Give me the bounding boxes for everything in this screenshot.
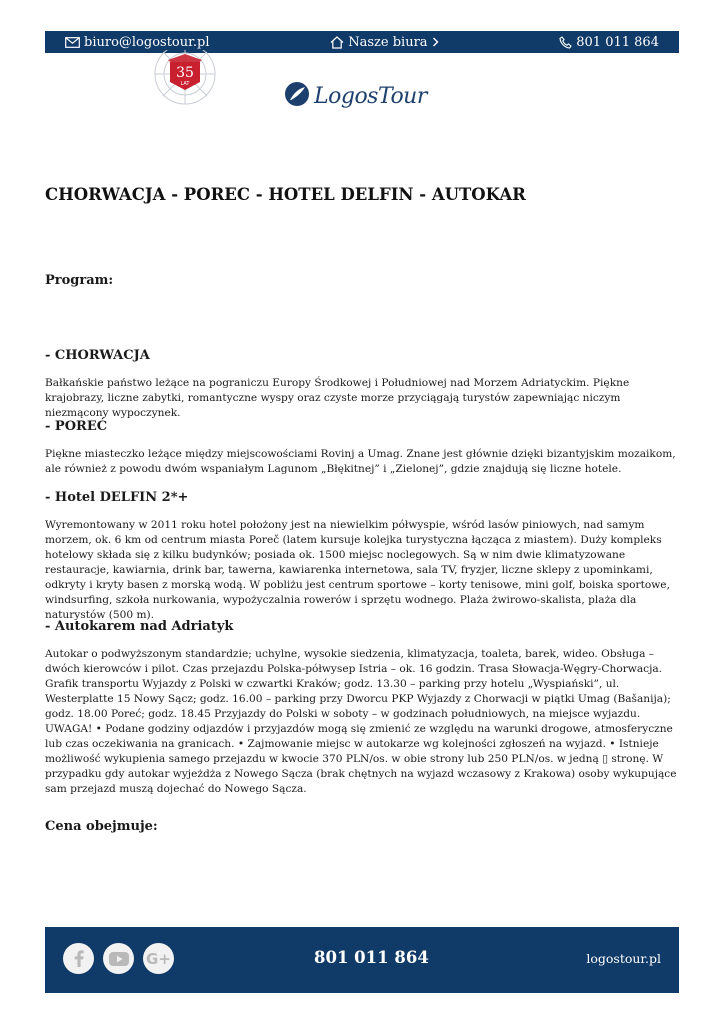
- top-contact-bar: [45, 31, 679, 53]
- social-links: [63, 943, 174, 974]
- feather-logo-icon: [284, 81, 310, 111]
- price-includes-heading: Cena obejmuje:: [45, 819, 158, 834]
- logo-text: LogosTour: [314, 83, 427, 109]
- envelope-icon: [65, 37, 80, 48]
- phone-icon: [559, 36, 572, 49]
- section-heading-chorwacja: - CHORWACJA: [45, 348, 150, 363]
- email-text: biuro@logostour.pl: [84, 34, 210, 50]
- anniversary-badge: [146, 50, 224, 116]
- section-heading-hotel: - Hotel DELFIN 2*+: [45, 490, 189, 505]
- footer-website-link[interactable]: logostour.pl: [586, 951, 661, 966]
- section-text-autokar: Autokar o podwyższonym standardzie; uchylne, wysokie siedzenia, klimatyzacja, toaleta, barek, wideo. Obsługa – dwóch kierowców i pilot. Czas przejazdu Polska-półwysep Istria – ok. 16 godzin. Trasa Słowacja-Węgry-Chorwacja. Grafik transportu Wyjazdy z Polski w czwartki Kraków; godz. 13.30 – parking przy hotelu „Wyspiański”, ul. Westerplatte 15 Nowy Sącz; godz. 16.00 – parking przy Dworcu PKP Wyjazdy z Chorwacji w piątki Umag (Bašanija); godz. 18.00 Poreć; godz. 18.45 Przyjazdy do Polski w soboty – w godzinach południowych, na miejsce wyjazdu. UWAGA! • Podane godziny odjazdów i przyjazdów mogą się zmienić ze względu na warunki drogowe, atmosferyczne lub czas oczekiwania na granicach. • Zajmowanie miejsc w autokarze wg kolejności zgłoszeń na wyjazd. • Istnieje możliwość wykupienia samego przejazdu w kwocie 370 PLN/os. w obie strony lub 250 PLN/os. w jedną ▯ stronę. W przypadku gdy autokar wyjeżdża z Nowego Sącza (brak chętnych na wyjazd wczasowy z Krakowa) osoby wykupujące sam przejazd muszą dojechać do Nowego Sącza.: [45, 648, 677, 795]
- logostour-logo[interactable]: [284, 78, 427, 114]
- offices-text: Nasze biura: [348, 34, 428, 50]
- footer-phone[interactable]: 801 011 864: [314, 948, 429, 967]
- program-heading: Program:: [45, 273, 114, 288]
- youtube-icon[interactable]: [103, 943, 134, 974]
- footer-bar: [45, 927, 679, 993]
- google-plus-icon[interactable]: G+: [143, 943, 174, 974]
- badge-number: 35: [176, 65, 194, 81]
- phone-text: 801 011 864: [576, 34, 659, 50]
- section-text-porec: Piękne miasteczko leżące między miejscowościami Rovinj a Umag. Znane jest głównie dzięki bizantyjskim mozaikom, ale również z powodu dwóm wspaniałym Lagunom „Błękitnej” i „Zielonej”, gdzie znajdują się liczne hotele.: [45, 448, 676, 475]
- phone-link[interactable]: [559, 35, 659, 50]
- email-link[interactable]: [65, 35, 210, 50]
- section-text-chorwacja: Bałkańskie państwo leżące na pograniczu Europy Środkowej i Południowej nad Morzem Adriatyckim. Piękne krajobrazy, liczne zabytki, romantyczne wyspy oraz czyste morze przyciągają turystów zapewniając niczym niezmącony wypoczynek.: [45, 377, 630, 419]
- section-text-hotel: Wyremontowany w 2011 roku hotel położony jest na niewielkim półwyspie, wśród lasów piniowych, nad samym morzem, ok. 6 km od centrum miasta Poreč (latem kursuje kolejka turystyczna łącząca z miastem). Duży kompleks hotelowy składa się z kilku budynków; posiada ok. 1500 miejsc noclegowych. Są w nim dwie klimatyzowane restauracje, kawiarnia, drink bar, tawerna, kawiarenka internetowa, sala TV, fryzjer, liczne sklepy z upominkami, odkryty i kryty basen z morską wodą. W pobliżu jest centrum sportowe – korty tenisowe, mini golf, boiska sportowe, windsurfing, szkoła nurkowania, wypożyczalnia rowerów i sprzętu wodnego. Plaża żwirowo-skalista, plaża dla naturystów (500 m).: [45, 519, 670, 621]
- facebook-icon[interactable]: [63, 943, 94, 974]
- offices-link[interactable]: [330, 35, 438, 50]
- section-heading-autokar: - Autokarem nad Adriatyk: [45, 619, 234, 634]
- section-heading-porec: - POREĆ: [45, 419, 108, 434]
- page-title: CHORWACJA - POREC - HOTEL DELFIN - AUTOKAR: [45, 185, 526, 204]
- home-icon: [330, 36, 344, 49]
- chevron-right-icon: [432, 37, 439, 47]
- badge-label: LAT: [180, 81, 190, 87]
